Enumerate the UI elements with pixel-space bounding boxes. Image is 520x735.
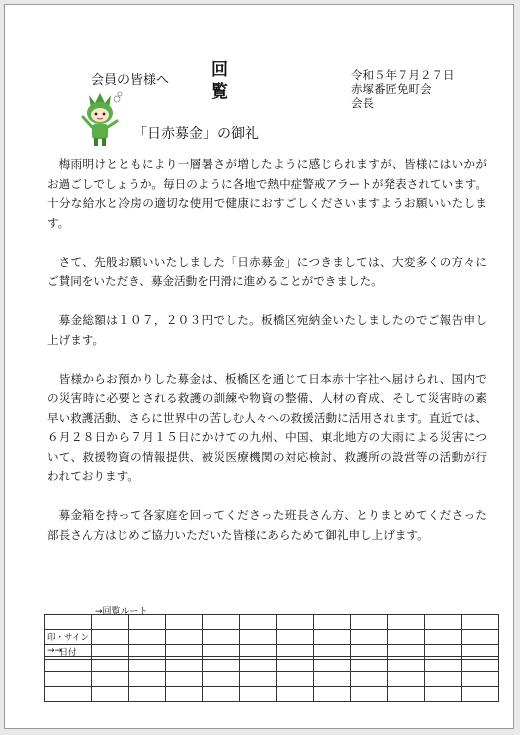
kairan-char-1: 回: [211, 60, 228, 80]
letter-body: [47, 155, 487, 565]
paragraph: さて、先般お願いいたしました「日赤募金」につきましては、大変多くの方々にご賛同をいただき、募金活動を円滑に進めることができました。: [47, 254, 487, 288]
circulation-table-continued: [44, 656, 499, 702]
document-page: [4, 4, 514, 729]
mascot-character-icon: [75, 87, 125, 149]
kairan-char-2: 覧: [211, 82, 228, 102]
route-label: →回覧ルート: [95, 607, 148, 617]
date: 令和５年７月２７日: [351, 68, 455, 82]
paragraph: 梅雨明けとともにより一層暑さが増したように感じられますが、皆様にはいかがお過ごしでしょうか。毎日のように各地で熱中症警戒アラートが発表されています。十分な給水と冷房の適切な使用で健康におすごしくださいますようお願いいたします。: [47, 157, 487, 230]
paragraph: 募金総額は１０７，２０３円でした。板橋区宛納金いたしましたのでご報告申し上げます。: [47, 313, 487, 347]
table-row: [45, 657, 499, 672]
addressee: 会員の皆様へ: [91, 73, 170, 88]
table-row: [45, 672, 499, 687]
subject-title: 「日赤募金」の御礼: [133, 126, 259, 142]
table-row: [45, 615, 499, 630]
row-header-blank: [45, 615, 92, 630]
organization: 赤塚番匠免町会: [351, 82, 432, 96]
paragraph: 募金箱を持って各家庭を回ってくださった班長さん方、とりまとめてくださった部長さん方はじめご協力いただいた皆様にあらためて御礼申し上げます。: [47, 508, 487, 542]
sender-block: [351, 68, 455, 110]
table-row: [45, 687, 499, 702]
circulation-table: [44, 614, 499, 660]
kairan-title: [211, 59, 228, 103]
row-header-sign: 印・サイン: [45, 630, 92, 645]
paragraph: 皆様からお預かりした募金は、板橋区を通じて日本赤十字社へ届けられ、国内での災害時に必要とされる救護の訓練や物資の整備、人材の育成、そして災害時の素早い救護活動、さらに世界中の苦しむ人々への救援活動に活用されます。直近では、６月２８日から７月１５日にかけての九州、中国、東北地方の大雨による災害について、救援物資の情報提供、被災医療機関の対応検討、救護所の設営等の活動が行われております。: [47, 371, 487, 483]
route-arrow: →→: [47, 646, 63, 656]
row-header-date: 日付: [45, 645, 92, 660]
sender-title: 会長: [351, 96, 374, 110]
table-row: [45, 630, 499, 645]
